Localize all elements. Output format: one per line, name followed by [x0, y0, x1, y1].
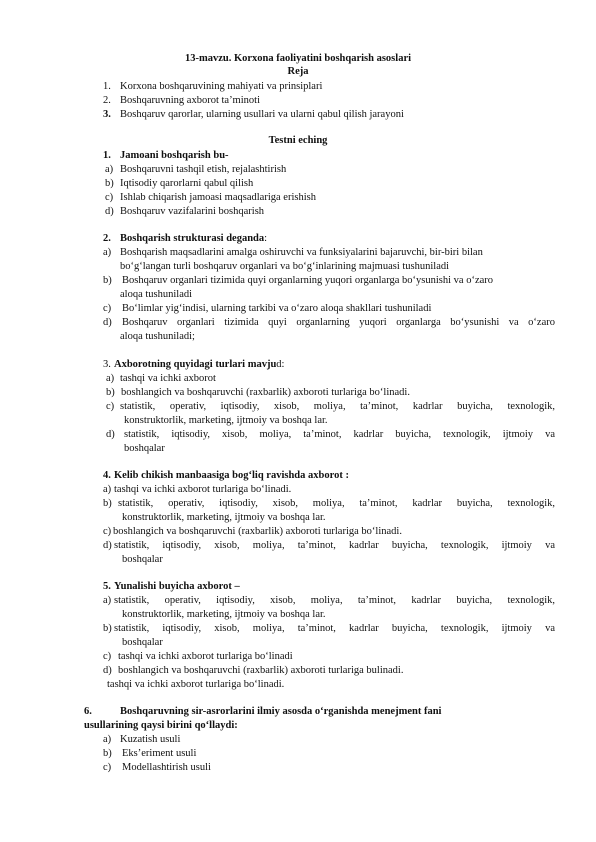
- q2-colon: :: [264, 233, 268, 244]
- q4-option-label-d: d): [103, 540, 112, 551]
- q4-option-label-c: c): [103, 526, 112, 537]
- q2-option-label-b: b): [103, 275, 112, 286]
- q3-option-label-d: d): [106, 429, 115, 440]
- q3-option-d-line1: statistik, iqtisodiy, xisob, moliya, ta’minot, kadrlar buyicha, texnologik, ijtmoiy va: [124, 429, 555, 440]
- q2-option-a-line2: bo‘g‘langan turli boshqaruv organlari va bo‘g‘inlarining majmuasi tushuniladi: [120, 261, 450, 272]
- document-title: 13-mavzu. Korxona faoliyatini boshqarish asoslari: [184, 53, 412, 64]
- plan-heading: Reja: [287, 66, 309, 77]
- q3-option-label-b: b): [106, 387, 115, 398]
- q1-option-a: Boshqaruvni tashqil etish, rejalashtirish: [120, 164, 287, 175]
- q2-option-b-line1: Boshqaruv organlari tizimida quyi organlarning yuqori organlarga bo‘ysunishi va o‘zaro: [122, 275, 494, 286]
- q1-option-d: Boshqaruv vazifalarini boshqarish: [120, 206, 265, 217]
- q5-text: Yunalishi buyicha axborot –: [114, 581, 240, 592]
- plan-num-3: 3.: [103, 109, 111, 120]
- q4-option-b-line2: konstruktorlik, marketing, ijtmoiy va boshqa lar.: [122, 512, 326, 523]
- q1-number: 1.: [103, 150, 111, 161]
- plan-num-1: 1.: [103, 81, 111, 92]
- q2-text: Boshqarish strukturasi deganda: [120, 233, 265, 244]
- q1-option-label-c: c): [105, 192, 114, 203]
- q5-option-b-line1: statistik, iqtisodiy, xisob, moliya, ta’minot, kadrlar buyicha, texnologik, ijtmoiy va: [114, 623, 555, 634]
- q5-option-d-line1: boshlangich va boshqaruvchi (raxbarlik) axboroti turlariga bulinadi.: [118, 665, 404, 676]
- q2-option-label-c: c): [103, 303, 112, 314]
- q2-option-c-line1: Bo‘limlar yig‘indisi, ularning tarkibi va o‘zaro aloqa shakllari tushuniladi: [122, 303, 432, 314]
- q2-number: 2.: [103, 233, 111, 244]
- q5-number: 5.: [103, 581, 111, 592]
- q6-option-label-b: b): [103, 748, 112, 759]
- q3-option-c-line2: konstruktorlik, marketing, ijtmoiy va boshqa lar.: [124, 415, 328, 426]
- plan-num-2: 2.: [103, 95, 111, 106]
- q2-option-a-line1: Boshqarish maqsadlarini amalga oshiruvchi va funksiyalarini bajaruvchi, bir-biri bilan: [120, 247, 483, 258]
- q3-option-label-c: c): [106, 401, 115, 412]
- q5-option-label-c: c): [103, 651, 112, 662]
- q5-option-b-line2: boshqalar: [122, 637, 163, 648]
- q4-option-label-b: b): [103, 498, 112, 509]
- q1-option-label-a: a): [105, 164, 114, 175]
- q2-question: [120, 232, 267, 245]
- q4-option-b-line1: statistik, operativ, iqtisodiy, xisob, moliya, ta’minot, kadrlar buyicha, texnologik,: [118, 498, 555, 509]
- q4-option-a-line1: tashqi va ichki axborot turlariga bo‘linadi.: [114, 484, 292, 495]
- q6-number: 6.: [84, 706, 92, 717]
- q3-number: 3.: [103, 359, 111, 370]
- q3-option-label-a: a): [106, 373, 115, 384]
- q4-option-label-a: a): [103, 484, 112, 495]
- q4-text: Kelib chikish manbaasiga bog‘liq ravishda axborot :: [114, 470, 349, 481]
- q6-text-line2: usullarining qaysi birini qo‘llaydi:: [84, 720, 238, 731]
- q6-option-b: Eks’eriment usuli: [122, 748, 197, 759]
- q2-option-d-line1: Boshqaruv organlari tizimida quyi organlarning yuqori organlarga bo‘ysunishi va o‘zaro: [122, 317, 555, 328]
- q6-option-label-a: a): [103, 734, 112, 745]
- q6-option-a: Kuzatish usuli: [120, 734, 181, 745]
- q5-option-a-line2: konstruktorlik, marketing, ijtmoiy va boshqa lar.: [122, 609, 326, 620]
- q5-option-label-b: b): [103, 623, 112, 634]
- q1-option-b: Iqtisodiy qarorlarni qabul qilish: [120, 178, 254, 189]
- q3-option-d-line2: boshqalar: [124, 443, 165, 454]
- plan-item-3: Boshqaruv qarorlar, ularning usullari va ularni qabul qilish jarayoni: [120, 109, 404, 120]
- q2-option-b-line2: aloqa tushuniladi: [120, 289, 193, 300]
- q3-option-c-line1: statistik, operativ, iqtisodiy, xisob, moliya, ta’minot, kadrlar buyicha, texnologik,: [120, 401, 555, 412]
- q4-option-d-line1: statistik, iqtisodiy, xisob, moliya, ta’minot, kadrlar buyicha, texnologik, ijtmoiy va: [114, 540, 555, 551]
- q5-option-label-d: d): [103, 665, 112, 676]
- q1-option-c: Ishlab chiqarish jamoasi maqsadlariga erishish: [120, 192, 316, 203]
- q5-extra-line: tashqi va ichki axborot turlariga bo‘linadi.: [107, 679, 285, 690]
- test-heading: Testni eching: [268, 135, 328, 146]
- q2-option-label-d: d): [103, 317, 112, 328]
- q1-option-label-d: d): [105, 206, 114, 217]
- q1-option-label-b: b): [105, 178, 114, 189]
- q4-option-d-line2: boshqalar: [122, 554, 163, 565]
- q2-option-d-line2: aloqa tushuniladi;: [120, 331, 195, 342]
- plan-item-1: Korxona boshqaruvining mahiyati va prinsiplari: [120, 81, 323, 92]
- q6-option-label-c: c): [103, 762, 112, 773]
- q5-option-label-a: a): [103, 595, 112, 606]
- q3-question: [114, 358, 284, 371]
- q3-option-b-line1: boshlangich va boshqaruvchi (raxbarlik) axboroti turlariga bo‘linadi.: [121, 387, 410, 398]
- q5-option-c-line1: tashqi va ichki axborot turlariga bo‘linadi: [118, 651, 293, 662]
- q1-text: Jamoani boshqarish bu-: [120, 150, 229, 161]
- q6-text-line1: Boshqaruvning sir-asrorlarini ilmiy asosda o‘rganishda menejment fani: [120, 706, 442, 717]
- q4-number: 4.: [103, 470, 111, 481]
- q3-tail: d:: [276, 359, 285, 370]
- q5-option-a-line1: statistik, operativ, iqtisodiy, xisob, moliya, ta’minot, kadrlar buyicha, texnologik,: [114, 595, 555, 606]
- q3-text: Axborotning quyidagi turlari mavju: [114, 359, 277, 370]
- q3-option-a-line1: tashqi va ichki axborot: [120, 373, 216, 384]
- q4-option-c-line1: boshlangich va boshqaruvchi (raxbarlik) axboroti turlariga bo‘linadi.: [113, 526, 402, 537]
- q6-option-c: Modellashtirish usuli: [122, 762, 211, 773]
- q2-option-label-a: a): [103, 247, 112, 258]
- plan-item-2: Boshqaruvning axborot ta’minoti: [120, 95, 260, 106]
